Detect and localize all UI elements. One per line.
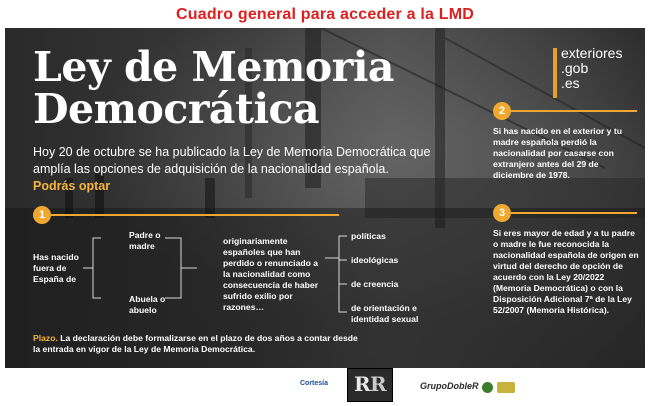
origin-text: Has nacido fuera de España de <box>33 252 79 284</box>
intro-highlight: Podrás optar <box>33 179 111 193</box>
connector-condition-reason-3 <box>339 258 347 284</box>
logo-line-2: .gob <box>561 60 589 76</box>
grupo-dobler-logo: GrupoDobleR <box>420 381 479 391</box>
logo-line-3: .es <box>561 75 580 91</box>
reason-politicas: políticas <box>351 231 386 241</box>
grandparent-text: Abuela o abuelo <box>129 294 166 315</box>
title-line-1: Ley de Memoria <box>33 43 394 91</box>
connector-origin-parent <box>83 238 101 268</box>
rr-logo <box>347 368 393 402</box>
infographic-panel <box>5 28 645 368</box>
plazo-note <box>33 333 363 355</box>
connector-condition-reason-2 <box>339 258 347 260</box>
reason-ideologicas: ideológicas <box>351 255 399 265</box>
logo-line-1: exteriores <box>561 45 623 61</box>
parent-text: Padre o madre <box>129 230 161 251</box>
connector-condition-reason-1 <box>325 236 347 258</box>
section-2-text: Si has nacido en el exterior y tu madre española perdió la nacionalidad por casarse con extranjero antes del 29 de diciembre de 1978. <box>493 126 622 180</box>
reason-creencia: de creencia <box>351 279 399 289</box>
connector-origin-grandparent <box>93 268 101 298</box>
reason-orientacion: de orientación e identidad sexual <box>351 303 419 324</box>
connector-condition-reason-4 <box>339 258 347 312</box>
svg-text:R: R <box>370 372 387 396</box>
section-3-number: 3 <box>493 204 511 222</box>
section-2-number: 2 <box>493 102 511 120</box>
plazo-text: La declaración debe formalizarse en el plazo de dos años a contar desde la entrada en vigor de la Ley de Memoria Democrática. <box>33 333 358 354</box>
cortesia-label: Cortesía <box>300 380 329 387</box>
condition-text: originariamente españoles que han perdido o renunciado a la nacionalidad como consecuencia de haber sufrido exilio por razones… <box>223 236 319 312</box>
section-3-text: Si eres mayor de edad y a tu padre o madre le fue reconocida la nacionalidad española de origen en virtud del derecho de opción de acuerdo con la Ley 20/2022 (Memoria Democrática) o con la Disposición Adicional 7ª de la Ley 52/2007 (Memoria Histórica). <box>493 228 639 315</box>
flow-connectors <box>5 28 645 368</box>
page-title: Cuadro general para acceder a la LMD <box>176 6 474 23</box>
badge-icon <box>497 382 515 393</box>
intro-body: Hoy 20 de octubre se ha publicado la Ley de Memoria Democrática que amplía las opciones de adquisición de la nacionalidad española. <box>33 145 431 176</box>
rr-logo-icon <box>348 369 392 401</box>
svg-text:R: R <box>354 372 371 396</box>
plazo-label: Plazo. <box>33 333 58 343</box>
title-line-2: Democrática <box>33 85 320 133</box>
section-1-number: 1 <box>33 206 51 224</box>
seal-icon <box>482 382 493 393</box>
